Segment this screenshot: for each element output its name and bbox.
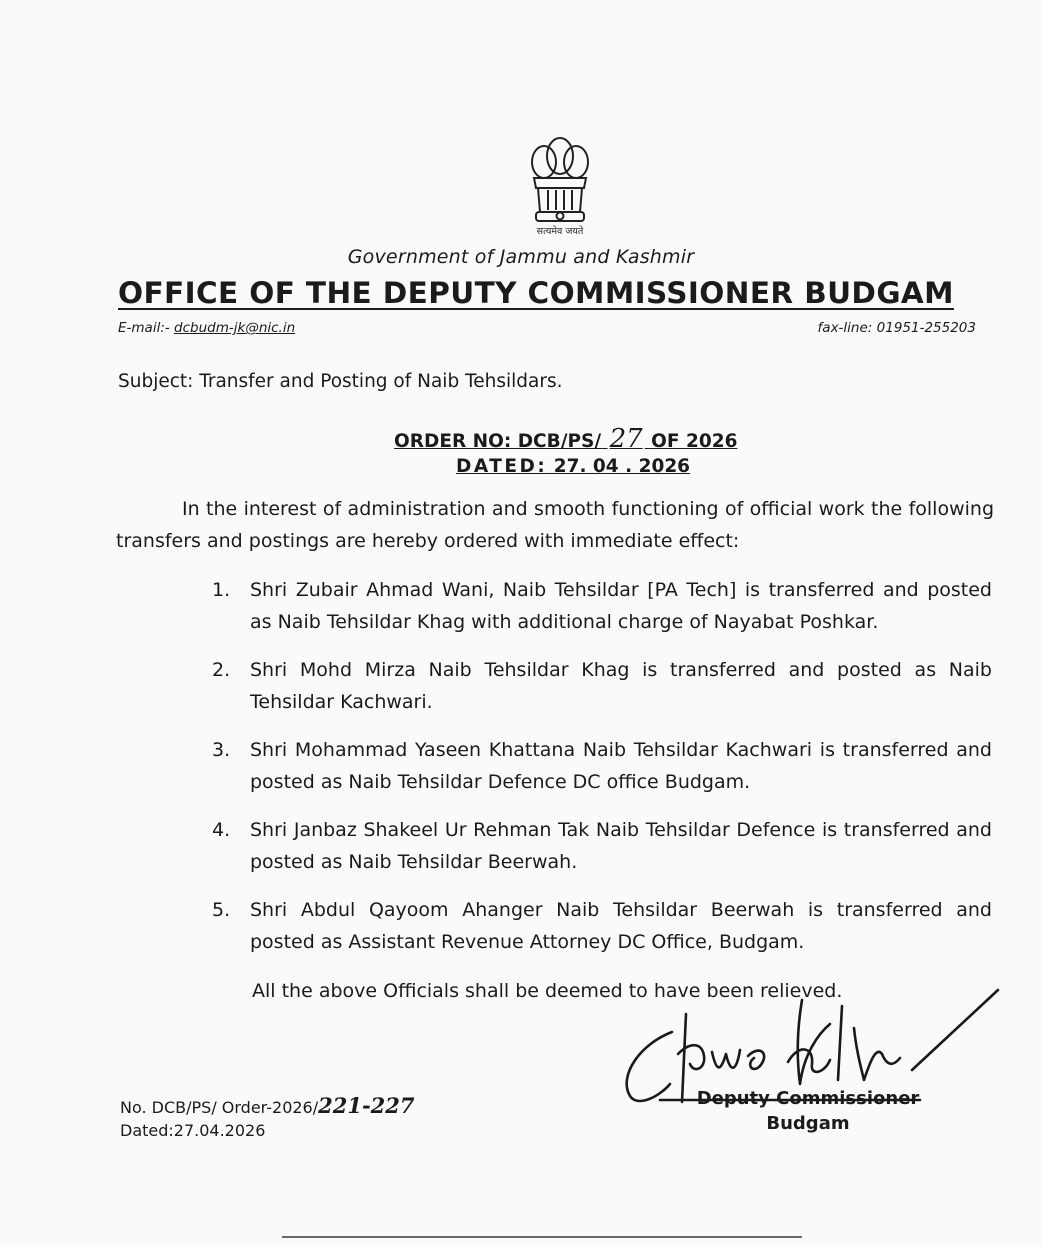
- reference-number: [120, 1094, 415, 1119]
- order-prefix: ORDER NO: DCB/PS/: [394, 431, 602, 452]
- reference-block: [120, 1094, 415, 1142]
- signatory-place: Budgam: [766, 1113, 850, 1134]
- item-number: 3.: [212, 739, 231, 761]
- office-title: OFFICE OF THE DEPUTY COMMISSIONER BUDGAM: [118, 276, 954, 310]
- item-text: Shri Mohammad Yaseen Khattana Naib Tehsildar Kachwari is transferred and posted as Naib Tehsildar Defence DC office Budgam.: [250, 739, 992, 793]
- list-item: [212, 734, 992, 798]
- list-item: [212, 894, 992, 958]
- intro-paragraph: In the interest of administration and smooth functioning of official work the following transfers and postings are hereby ordered with immediate effect:: [116, 498, 994, 552]
- bottom-divider: [282, 1236, 802, 1238]
- item-text: Shri Zubair Ahmad Wani, Naib Tehsildar [PA Tech] is transferred and posted as Naib Tehsildar Khag with additional charge of Nayabat Poshkar.: [250, 579, 992, 633]
- signatory-block: [690, 1086, 926, 1136]
- handwritten-range: 221-227: [318, 1093, 415, 1118]
- item-text: Shri Janbaz Shakeel Ur Rehman Tak Naib Tehsildar Defence is transferred and posted as Naib Tehsildar Beerwah.: [250, 819, 992, 873]
- fax-line: fax-line: 01951-255203: [817, 320, 976, 336]
- order-date: [456, 456, 690, 477]
- subject-line: Subject: Transfer and Posting of Naib Tehsildars.: [118, 371, 563, 392]
- signatory-title: Deputy Commissioner: [696, 1088, 920, 1109]
- closing-statement: All the above Officials shall be deemed to have been relieved.: [252, 980, 843, 1002]
- item-number: 4.: [212, 819, 231, 841]
- item-text: Shri Abdul Qayoom Ahanger Naib Tehsildar Beerwah is transferred and posted as Assistant Revenue Attorney DC Office, Budgam.: [250, 899, 992, 953]
- order-number: [394, 424, 737, 454]
- dated-label: DATED:: [456, 456, 548, 477]
- item-text: Shri Mohd Mirza Naib Tehsildar Khag is transferred and posted as Naib Tehsildar Kachwari.: [250, 659, 992, 713]
- transfer-list: [212, 574, 992, 974]
- list-item: [212, 574, 992, 638]
- list-item: [212, 654, 992, 718]
- item-number: 2.: [212, 659, 231, 681]
- national-emblem-icon: [520, 132, 600, 240]
- list-item: [212, 814, 992, 878]
- dated-value: 27. 04 . 2026: [553, 456, 691, 477]
- emblem-motto: सत्यमेव जयते: [536, 226, 584, 237]
- item-number: 5.: [212, 899, 231, 921]
- item-number: 1.: [212, 579, 231, 601]
- order-suffix: OF 2026: [651, 431, 738, 452]
- reference-prefix: No. DCB/PS/ Order-2026/: [120, 1098, 319, 1117]
- email-link[interactable]: dcbudm-jk@nic.in: [174, 320, 296, 336]
- handwritten-order-number: 27: [609, 424, 643, 454]
- email-label: E-mail:-: [118, 320, 170, 336]
- reference-date: Dated:27.04.2026: [120, 1121, 266, 1140]
- email-line: [118, 320, 295, 336]
- government-heading: Government of Jammu and Kashmir: [347, 246, 695, 268]
